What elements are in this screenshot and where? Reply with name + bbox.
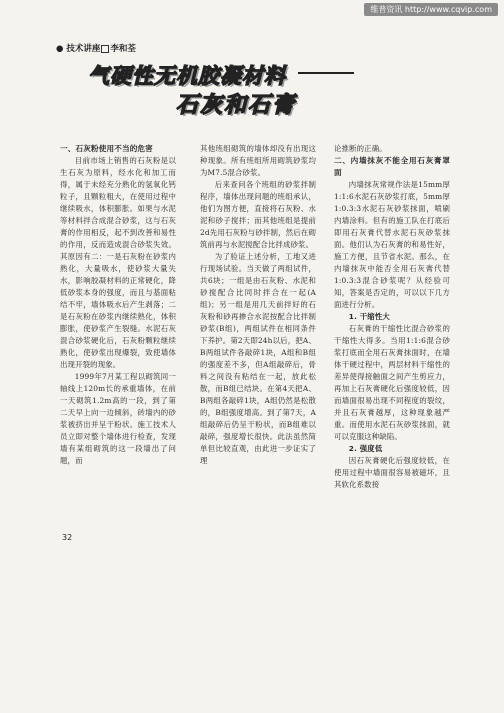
article-subtitle: 石灰和石膏 [176,93,297,118]
paragraph: 因石灰膏硬化后强度较低，在使用过程中墙面很容易被磁坏，且其软化系数接 [334,456,450,489]
author-name: 李和荃 [110,44,136,54]
column-2 [200,143,316,467]
subheading: 1. 干缩性大 [348,312,390,321]
subheading: 2. 强度低 [348,444,383,453]
page-number: 32 [62,533,73,542]
watermark: 维普资讯 http://www.cqvip.com [364,3,498,16]
column-1 [60,143,176,467]
paragraph: 论推断的正确。 [334,144,387,153]
paragraph: 1999年7月某工程以砌筑同一轴线上120m长的承重墙体，在前一天砌筑1.2m高的一段，到了第二天早上向一边倾斜，砖墙内的砂浆被挤出并呈干粉状。施工技术人员立即对整个墙体进行检查，发现墙有某组砌筑的这一段墙出了问题，而 [60,372,176,465]
column-3 [334,143,450,491]
bullet-icon: ● [56,44,64,54]
paragraph: 为了验证上述分析，工地又进行现场试验。当天做了两组试件，共6块；一组是由石灰粉、水泥和砂搅配合比同时拌合在一起(A组)；另一组是用几天前拌好的石灰粉和砂再掺合水泥按配合比拌制砂浆(B组)，两组试件在相同条件下养护。第2天即24h以后，把A、B两组试件各敲碎1块，A组和B组的强度差不多，但A组敲碎后，骨料之间没有粘结在一起，放此松散，而B组已结块。在第4天把A、B两组各敲碎1块，A组仍然是松散的，B组强度增高。到了第7天，A组敲碎后仍呈干粉状，而B组难以敲碎，强度增长很快。此法虽然简单但比较直观，由此进一步证实了理 [200,252,316,465]
square-icon [101,45,109,53]
paragraph: 目前市场上销售的石灰粉是以生石灰为原料，经水化和加工而得，属于未经充分熟化的氢氧化钙粒子，且颗粒粗大，在使用过程中继续吸水，体积膨胀。如果与水泥等材料拌合成混合砂浆，这与石灰膏的作用相反，起不到改善和易性的作用，反而造成混合砂浆失效。其原因有二：一是石灰粉在砂浆内熟化，大量吸水，使砂浆大量失水，影响胶凝材料的正常硬化，降低砂浆本身的强度，而且与基面粘结不牢，墙体吸水后产生剥落；二是石灰粉在砂浆内继续熟化，体积膨胀，使砂浆产生裂缝。水泥石灰混合砂浆硬化后，石灰粉颗粒继续熟化，使砂浆出现爆裂，致使墙体出现开裂的现象。 [60,156,176,369]
section-heading-1: 一、石灰粉使用不当的危害 [60,144,153,153]
paragraph: 石灰膏的干缩性比混合砂浆的干缩性大得多。当用1:1:6混合砂浆打底而全用石灰膏抹面时，在墙体干硬过程中，两层材料干缩性的差异使得接触面之间产生剪应力，再加上石灰膏硬化后强度较低，因而墙面很易出现不同程度的裂纹，并且石灰膏越厚，这种现象越严重。而使用水泥石灰砂浆抹面，就可以克服这种缺陷。 [334,324,450,441]
title-dash [298,72,354,74]
section-heading-2: 二、内墙抹灰不能全用石灰膏罩面 [334,156,450,177]
article-title: 气硬性无机胶凝材料 [88,64,286,88]
paragraph: 后来查问各个班组的砂浆拌制程序，墙体出现问题的班组承认，他们为图方便，直接将石灰粉、水泥和砂子搅拌；而其他班组是提前2d先用石灰粉与砂拌制，然后在砌筑前再与水泥搅配合比拌成砂浆。 [200,180,316,249]
section-name: 技术讲座 [66,44,101,54]
paragraph: 内墙抹灰常规作法是15mm厚1:1:6水泥石灰砂浆打底，5mm厚1:0.3:3水泥石灰砂浆抹面，喷刷内墙涂料。但有的施工队在打底后即用石灰膏代替水泥石灰砂浆抹面。他们认为石灰膏的和易性好，施工方便，且节省水泥。那么，在内墙抹灰中能否全用石灰膏代替1:0.3:3混合砂浆呢？从经验可知，答案是否定的，可以以下几方面进行分析。 [334,180,450,309]
paragraph: 其他班组砌筑的墙体却没有出现这种现象。所有班组所用砌筑砂浆均为M7.5混合砂浆。 [200,144,316,177]
section-label [56,42,136,54]
